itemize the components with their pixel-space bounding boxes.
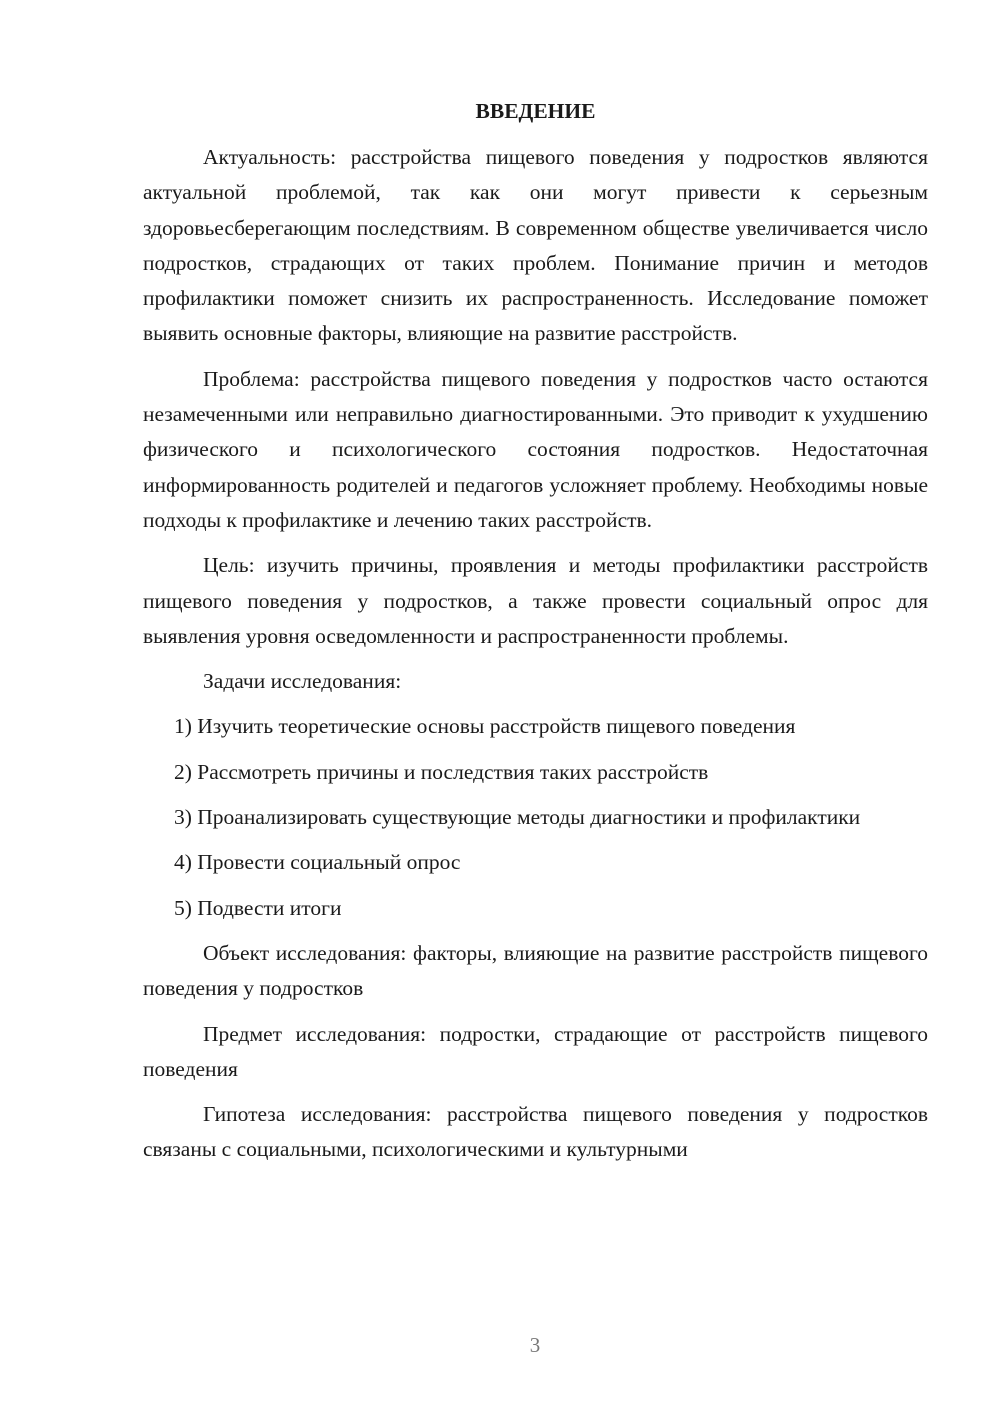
paragraph-goal: Цель: изучить причины, проявления и методы профилактики расстройств пищевого поведения у подростков, а также провести социальный опрос для выявления уровня осведомленности и распространенности проблемы. [143, 553, 928, 648]
paragraph-tasks-heading: Задачи исследования: [203, 669, 402, 694]
page-content [143, 94, 928, 1178]
task-item: 5) Подвести итоги [174, 895, 342, 920]
paragraph-hypothesis: Гипотеза исследования: расстройства пищевого поведения у подростков связаны с социальными, психологическими и культурными [143, 1102, 928, 1162]
task-item: 3) Проанализировать существующие методы диагностики и профилактики [174, 805, 861, 830]
paragraph-subject: Предмет исследования: подростки, страдающие от расстройств пищевого поведения [143, 1021, 928, 1081]
task-item: 1) Изучить теоретические основы расстройств пищевого поведения [174, 714, 796, 739]
paragraph-relevance: Актуальность: расстройства пищевого поведения у подростков являются актуальной проблемой, так как они могут привести к серьезным здоровьесберегающим последствиям. В современном обществе увеличивается число подростков, страдающих от таких проблем. Понимание причин и методов профилактики поможет снизить их распространенность. Исследование поможет выявить основные факторы, влияющие на развитие расстройств. [143, 145, 928, 346]
section-title: ВВЕДЕНИЕ [475, 99, 596, 123]
task-item: 4) Провести социальный опрос [174, 850, 461, 875]
paragraph-problem: Проблема: расстройства пищевого поведения у подростков часто остаются незамеченными или неправильно диагностированными. Это приводит к ухудшению физического и психологического состояния подростков. Недостаточная информированность родителей и педагогов усложняет проблему. Необходимы новые подходы к профилактике и лечению таких расстройств. [143, 366, 928, 532]
task-item: 2) Рассмотреть причины и последствия таких расстройств [174, 759, 709, 784]
paragraph-object: Объект исследования: факторы, влияющие на развитие расстройств пищевого поведения у подростков [143, 940, 928, 1001]
page-number: 3 [529, 1333, 541, 1357]
